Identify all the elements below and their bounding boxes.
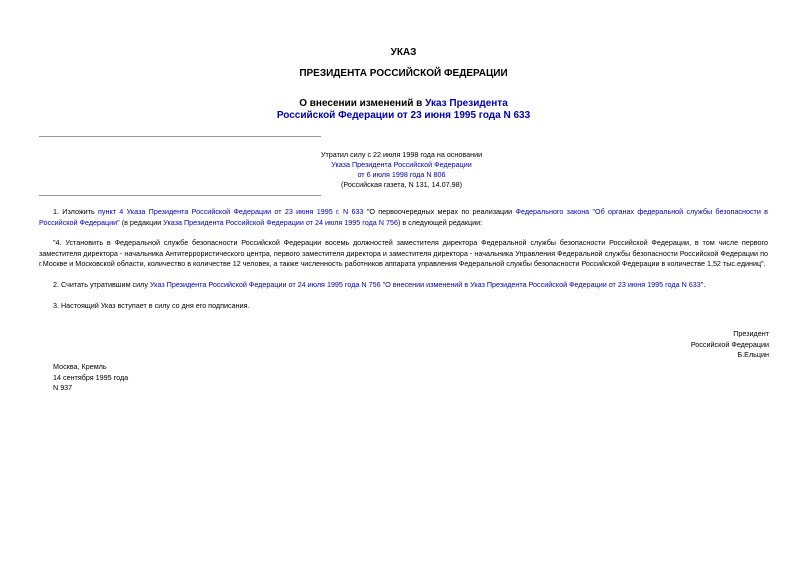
p3-link-decree-756[interactable]: Указ Президента Российской Федерации от 24 июля 1995 года N 756 "О внесении изменений в Указ Президента Российской Федерации от 23 июня 1995 года N 633" (149, 280, 704, 289)
p3-text-1: 2. Считать утратившим силу (53, 280, 150, 289)
p1-link-federal-law[interactable]: Федерального закона "Об органах федеральной службы безопасности в Российской Федерации" (39, 207, 768, 227)
signature-block (691, 329, 769, 361)
decree-number: N 937 (53, 383, 73, 392)
paragraph-1 (39, 207, 768, 228)
decree-subject (0, 98, 807, 122)
subject-link-decree-633-date[interactable]: Российской Федерации от 23 июня 1995 года N 633 (276, 110, 531, 121)
paragraph-3 (39, 280, 768, 291)
top-divider (39, 136, 321, 137)
p1-link-decree-756[interactable]: Указа Президента Российской Федерации от 24 июля 1995 года N 756 (163, 217, 398, 227)
subject-link-decree-633[interactable]: Указ Президента (425, 98, 508, 109)
lost-force-source: (Российская газета, N 131, 14.07.98) (341, 180, 462, 189)
lost-force-note (240, 150, 563, 190)
date: 14 сентября 1995 года (53, 372, 129, 382)
decree-issuer-text: ПРЕЗИДЕНТА РОССИЙСКОЙ ФЕДЕРАЦИИ (299, 68, 508, 79)
lost-force-link-date[interactable]: от 6 июля 1998 года N 806 (357, 170, 446, 179)
lost-force-line: Утратил силу с 22 июля 1998 года на основании (320, 150, 483, 159)
signature-country: Российской Федерации (690, 339, 769, 349)
p1-text-4: ) в следующей редакции: (397, 217, 483, 227)
p1-link-point-4[interactable]: пункт 4 Указа Президента Российской Федерации от 23 июня 1995 г. N 633 (98, 207, 364, 216)
p3-text-2: . (703, 280, 706, 289)
p1-text-2: "О первоочередных мерах по реализации (363, 207, 516, 216)
signature-title: Президент (733, 329, 769, 338)
decree-subject-prefix: О внесении изменений в (299, 98, 426, 109)
p1-text-1: 1. Изложить (53, 207, 99, 216)
lost-force-link-decree[interactable]: Указа Президента Российской Федерации (331, 160, 472, 169)
place: Москва, Кремль (53, 362, 107, 371)
paragraph-4: 3. Настоящий Указ вступает в силу со дня его подписания. (53, 301, 250, 310)
place-date-block (53, 362, 128, 394)
decree-title-text: УКАЗ (390, 47, 417, 58)
bottom-divider (39, 195, 321, 196)
decree-title (0, 47, 807, 59)
p1-text-3: (в редакции (119, 217, 164, 227)
paragraph-2: "4. Установить в Федеральной службе безопасности Российской Федерации восемь должностей заместителя директора Федеральной службы безопасности Российской Федерации, в том числе первого заместителя директора - начальника Антитеррористического центра, первого заместителя директора и заместителя директора - начальника Управления Федеральной службы безопасности Российской Федерации по г.Москве и Московской области, количество в количестве 12 человек, а также численность работников аппарата управления Федеральной службы безопасности Российской Федерации в количестве 1,52 тыс.единиц". (39, 238, 768, 268)
decree-issuer (0, 68, 807, 80)
signature-name: Б.Ельцин (737, 350, 769, 359)
